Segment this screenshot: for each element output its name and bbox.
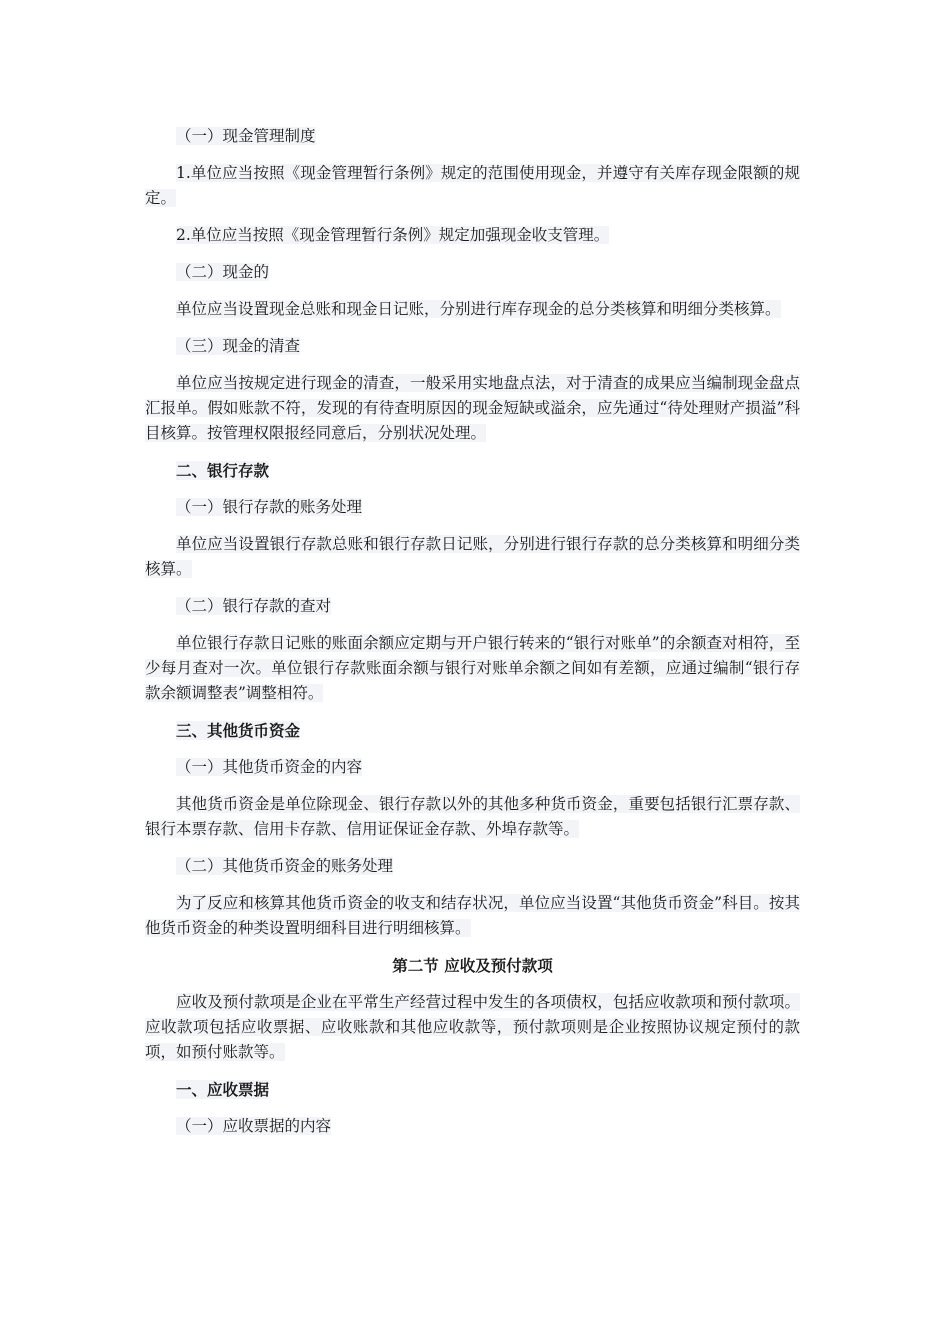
paragraph-bank-deposit-ledger: 单位应当设置银行存款总账和银行存款日记账，分别进行银行存款的总分类核算和明细分类核算。 — [145, 535, 800, 578]
paragraph-receivables-intro: 应收及预付款项是企业在平常生产经营过程中发生的各项债权，包括应收款项和预付款项。应收款项包括应收票据、应收账款和其他应收款等，预付款项则是企业按照协议规定预付的款项，如预付账款等。 — [145, 993, 800, 1061]
paragraph-cash-ledger: 单位应当设置现金总账和现金日记账，分别进行库存现金的总分类核算和明细分类核算。 — [176, 300, 781, 318]
heading-bank-deposit: 二、银行存款 — [176, 461, 270, 480]
subheading-bank-deposit-accounting: （一）银行存款的账务处理 — [176, 498, 363, 516]
subheading-cash-management-system: （一）现金管理制度 — [176, 127, 316, 145]
paragraph-other-funds-accounting: 为了反应和核算其他货币资金的收支和结存状况，单位应当设置“其他货币资金”科目。按其他货币资金的种类设置明细科目进行明细核算。 — [145, 894, 800, 937]
subheading-other-funds-accounting: （二）其他货币资金的账务处理 — [176, 857, 394, 875]
subheading-bank-deposit-reconciliation: （二）银行存款的查对 — [176, 597, 332, 615]
section-title-receivables: 第二节 应收及预付款项 — [392, 956, 553, 975]
paragraph-bank-reconciliation: 单位银行存款日记账的账面余额应定期与开户银行转来的“银行对账单”的余额查对相符，至少每月查对一次。单位银行存款账面余额与银行对账单余额之间如有差额，应通过编制“银行存款余额调整表”调整相符。 — [145, 634, 800, 702]
paragraph-cash-usage-rule: 1.单位应当按照《现金管理暂行条例》规定的范围使用现金，并遵守有关库存现金限额的规定。 — [145, 164, 800, 207]
document-body — [145, 124, 800, 1151]
subheading-cash-check: （三）现金的清查 — [176, 337, 301, 355]
subheading-cash: （二）现金的 — [176, 263, 270, 281]
heading-notes-receivable: 一、应收票据 — [176, 1080, 270, 1099]
paragraph-cash-check: 单位应当按规定进行现金的清查，一般采用实地盘点法，对于清查的成果应当编制现金盘点汇报单。假如账款不符，发现的有待查明原因的现金短缺或溢余，应先通过“待处理财产损溢”科目核算。按管理权限报经同意后，分别状况处理。 — [145, 374, 800, 442]
paragraph-cash-management-rule: 2.单位应当按照《现金管理暂行条例》规定加强现金收支管理。 — [176, 226, 610, 244]
subheading-other-funds-content: （一）其他货币资金的内容 — [176, 758, 363, 776]
heading-other-monetary-funds: 三、其他货币资金 — [176, 721, 301, 740]
paragraph-other-funds-content: 其他货币资金是单位除现金、银行存款以外的其他多种货币资金，重要包括银行汇票存款、银行本票存款、信用卡存款、信用证保证金存款、外埠存款等。 — [145, 795, 800, 838]
subheading-notes-receivable-content: （一）应收票据的内容 — [176, 1117, 332, 1135]
